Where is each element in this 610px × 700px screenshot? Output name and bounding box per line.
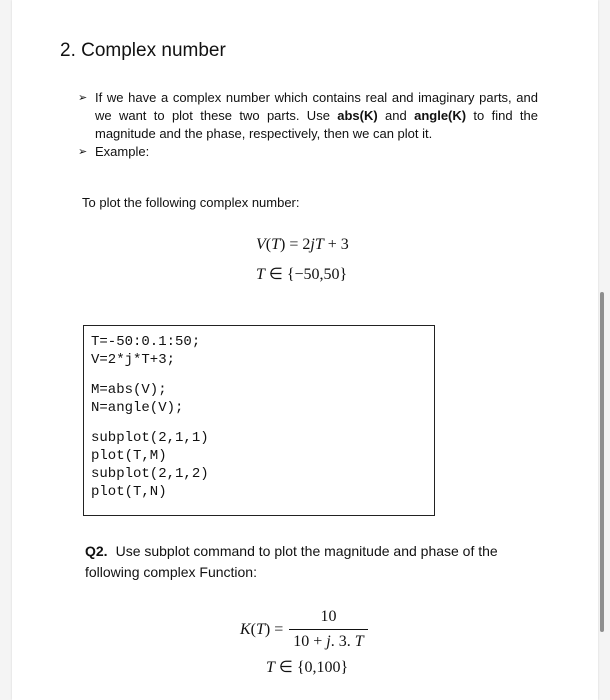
code-block	[83, 325, 435, 516]
equation-v-of-t: V(T) = 2jT + 3	[256, 236, 349, 253]
code-line: plot(T,M)	[91, 448, 167, 464]
bullet-text: Example:	[95, 144, 150, 159]
code-line: subplot(2,1,2)	[91, 466, 209, 482]
vertical-scrollbar[interactable]	[600, 292, 604, 632]
bullet-item-description	[78, 89, 538, 143]
code-line: T=-50:0.1:50;	[91, 334, 201, 350]
angle-function-name: angle(K)	[414, 108, 467, 123]
document-page	[12, 0, 598, 700]
bullet-text: If we have a complex number which contains real and imaginary parts, and we want to plot these two parts. Use abs(K) and angle(K) to find the magnitude and the phase, respectively, then we can plot it.	[95, 90, 538, 141]
fraction	[289, 608, 367, 651]
fraction-denominator: 10 + j. 3. T	[293, 633, 364, 650]
question-number: Q2.	[85, 543, 108, 559]
code-line: V=2*j*T+3;	[91, 352, 176, 368]
question-text: Use subplot command to plot the magnitude and phase of the following complex Function:	[85, 543, 498, 580]
code-line: subplot(2,1,1)	[91, 430, 209, 446]
question-q2	[85, 541, 535, 583]
arrow-bullet-icon: ➢	[78, 146, 88, 158]
code-line: plot(T,N)	[91, 484, 167, 500]
abs-function-name: abs(K)	[337, 108, 378, 123]
bullet-item-example	[78, 143, 538, 161]
k-equation-lhs: K(T) =	[240, 620, 284, 638]
intro-text: To plot the following complex number:	[82, 195, 300, 210]
equation-k-of-t	[240, 608, 368, 651]
arrow-bullet-icon: ➢	[78, 92, 88, 104]
code-line: N=angle(V);	[91, 400, 184, 416]
section-heading: 2. Complex number	[60, 40, 226, 61]
equation-t-range: T ∈ {−50,50}	[256, 266, 348, 283]
equation-t-range-k: T ∈ {0,100}	[266, 659, 349, 676]
code-line: M=abs(V);	[91, 382, 167, 398]
fraction-numerator: 10	[320, 608, 337, 625]
